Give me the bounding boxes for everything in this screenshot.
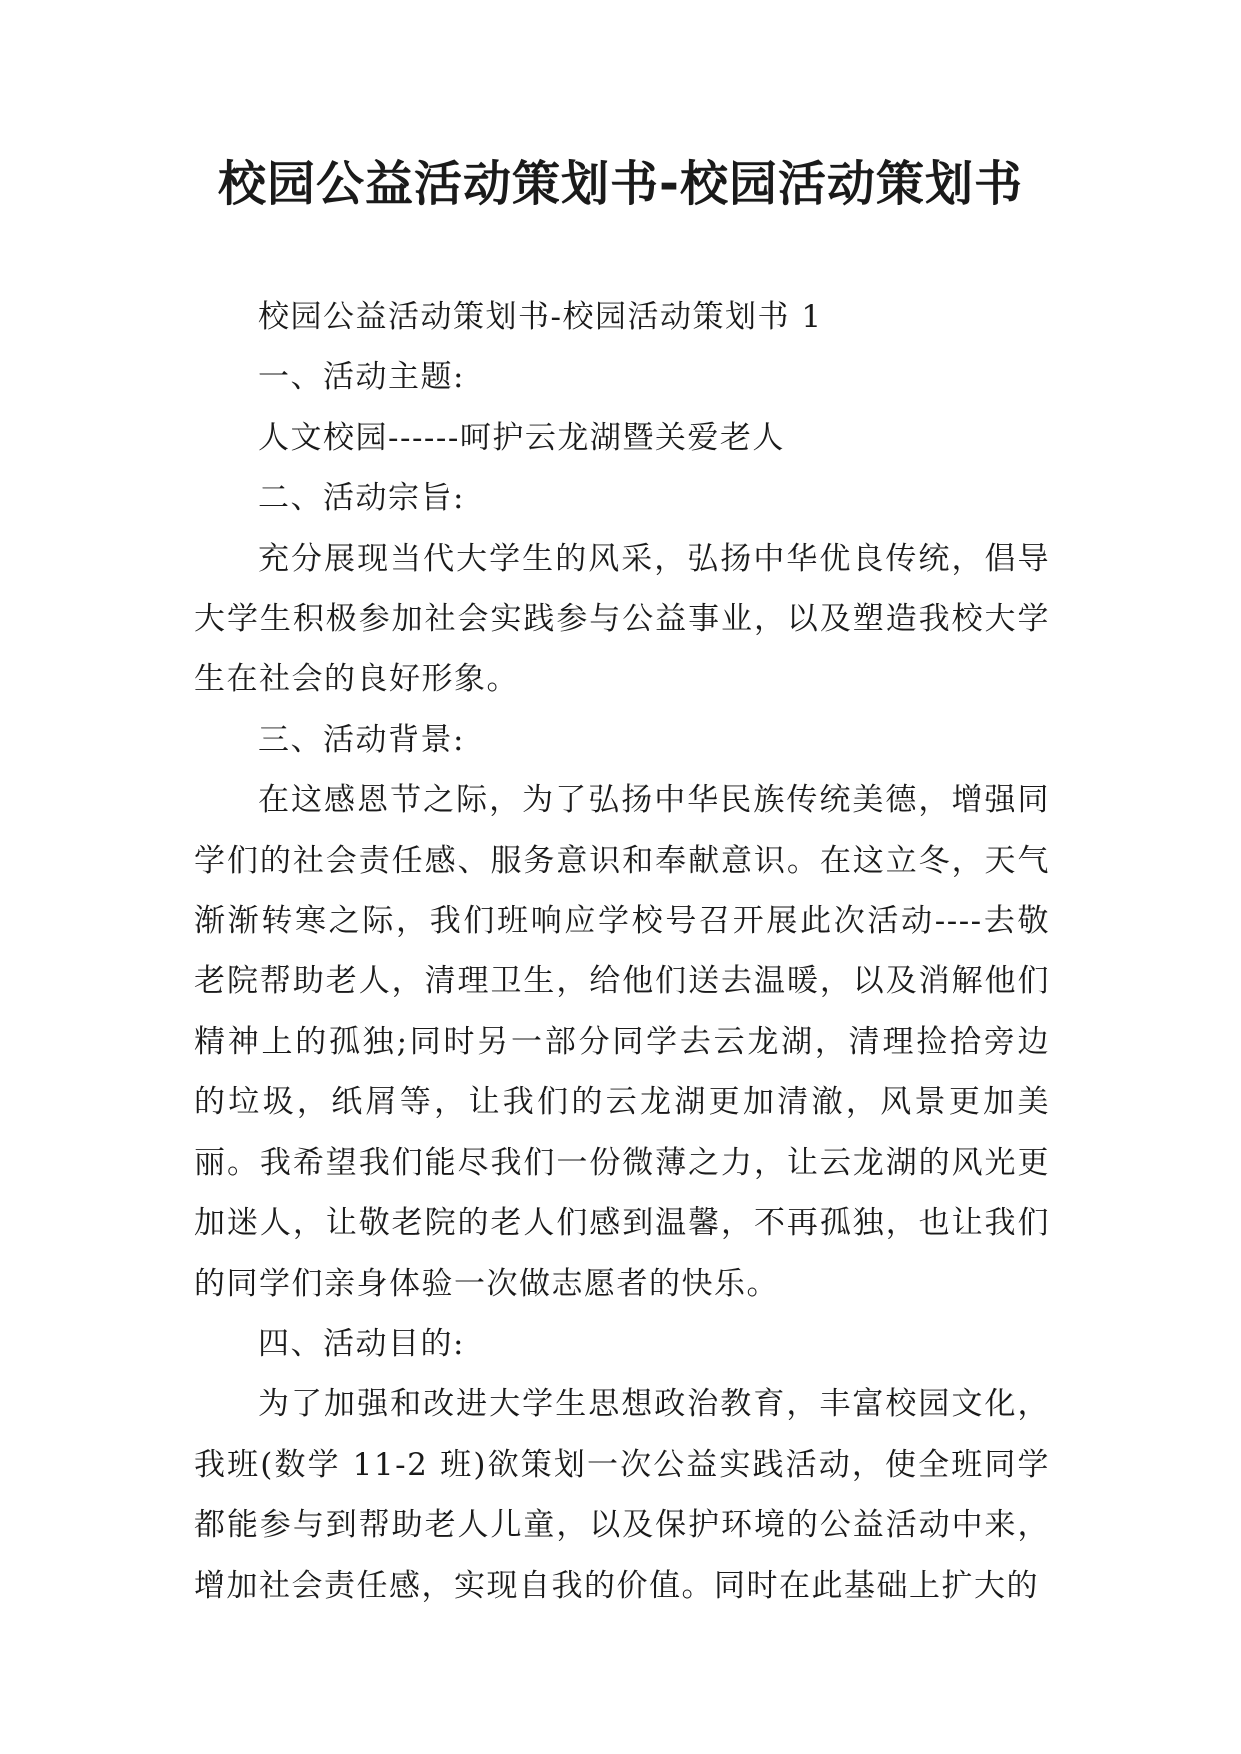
document-body xyxy=(194,287,1050,1616)
paragraph-activity-purpose: 充分展现当代大学生的风采，弘扬中华优良传统，倡导大学生积极参加社会实践参与公益事业，以及塑造我校大学生在社会的良好形象。 xyxy=(194,540,1050,698)
heading-activity-background: 三、活动背景: xyxy=(258,721,465,758)
document-title: 校园公益活动策划书-校园活动策划书 xyxy=(218,156,1023,212)
heading-activity-theme: 一、活动主题: xyxy=(258,359,465,396)
heading-activity-goal: 四、活动目的: xyxy=(258,1325,465,1362)
paragraph-subtitle: 校园公益活动策划书-校园活动策划书 1 xyxy=(258,299,823,335)
paragraph-activity-goal: 为了加强和改进大学生思想政治教育，丰富校园文化，我班(数学 11-2 班)欲策划一次公益实践活动，使全班同学都能参与到帮助老人儿童，以及保护环境的公益活动中来，增加社会责任感，实现自我的价值。同时在此基础上扩大的 xyxy=(194,1386,1050,1604)
heading-activity-purpose: 二、活动宗旨: xyxy=(258,480,465,517)
paragraph-activity-theme: 人文校园------呵护云龙湖暨关爱老人 xyxy=(258,419,785,456)
paragraph-activity-background: 在这感恩节之际，为了弘扬中华民族传统美德，增强同学们的社会责任感、服务意识和奉献意识。在这立冬，天气渐渐转寒之际，我们班响应学校号召开展此次活动----去敬老院帮助老人，清理卫生，给他们送去温暖，以及消解他们精神上的孤独;同时另一部分同学去云龙湖，清理捡拾旁边的垃圾，纸屑等，让我们的云龙湖更加清澈，风景更加美丽。我希望我们能尽我们一份微薄之力，让云龙湖的风光更加迷人，让敬老院的老人们感到温馨，不再孤独，也让我们的同学们亲身体验一次做志愿者的快乐。 xyxy=(194,782,1050,1302)
